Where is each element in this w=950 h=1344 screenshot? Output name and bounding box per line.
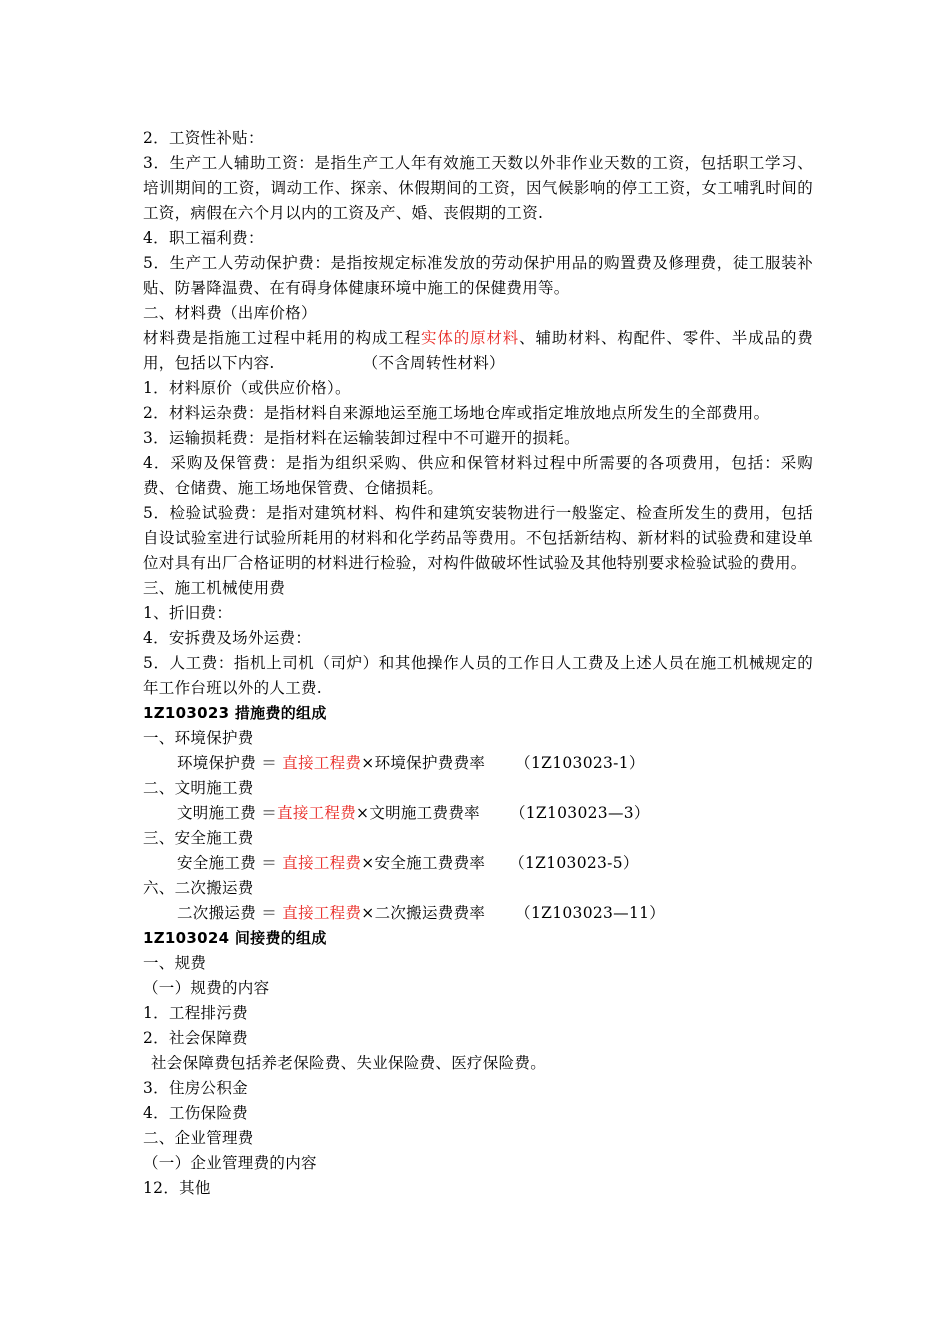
highlighted-text: 实体的原材料 bbox=[421, 329, 520, 347]
formula-lhs: 二次搬运费 ＝ bbox=[177, 904, 283, 922]
section-heading: 二、材料费（出库价格） bbox=[143, 304, 317, 322]
paragraph: 4．工伤保险费 bbox=[143, 1104, 248, 1122]
formula-rhs: ×二次搬运费费率 bbox=[361, 904, 486, 922]
paragraph: 2．材料运杂费：是指材料自来源地运至施工场地仓库或指定堆放地点所发生的全部费用。 bbox=[143, 404, 770, 422]
text-run: 材料费是指施工过程中耗用的构成工程 bbox=[143, 329, 422, 347]
text-run: 、辅助材料、构配件、零件、半成品的费用，包括以下内容. bbox=[143, 329, 813, 372]
paragraph: 4．职工福利费： bbox=[143, 229, 264, 247]
section-heading: 三、施工机械使用费 bbox=[143, 579, 286, 597]
paragraph: 社会保障费包括养老保险费、失业保险费、医疗保险费。 bbox=[151, 1054, 547, 1072]
paragraph: （一）企业管理费的内容 bbox=[143, 1154, 317, 1172]
paragraph: 5．生产工人劳动保护费：是指按规定标准发放的劳动保护用品的购置费及修理费，徒工服装补贴、防暑降温费、在有碍身体健康环境中施工的保健费用等。 bbox=[143, 254, 813, 297]
section-heading: 六、二次搬运费 bbox=[143, 879, 254, 897]
paragraph: （一）规费的内容 bbox=[143, 979, 270, 997]
note-text: （不含周转性材料） bbox=[362, 354, 505, 372]
paragraph: 3．运输损耗费：是指材料在运输装卸过程中不可避开的损耗。 bbox=[143, 429, 580, 447]
paragraph: 1、折旧费： bbox=[143, 604, 233, 622]
paragraph: 1．工程排污费 bbox=[143, 1004, 248, 1022]
paragraph: 3．住房公积金 bbox=[143, 1079, 248, 1097]
highlighted-text: 直接工程费 bbox=[277, 804, 357, 822]
formula-lhs: 环境保护费 ＝ bbox=[177, 754, 283, 772]
paragraph: 12．其他 bbox=[143, 1179, 211, 1197]
highlighted-text: 直接工程费 bbox=[282, 754, 362, 772]
highlighted-text: 直接工程费 bbox=[282, 904, 362, 922]
section-heading: 一、环境保护费 bbox=[143, 729, 254, 747]
document-body bbox=[143, 126, 813, 1201]
formula-code: （1Z103023-1） bbox=[515, 754, 645, 772]
formula-code: （1Z103023-5） bbox=[509, 854, 639, 872]
paragraph: 3．生产工人辅助工资：是指生产工人年有效施工天数以外非作业天数的工资，包括职工学习、培训期间的工资，调动工作、探亲、休假期间的工资，因气候影响的停工工资，女工哺乳时间的工资，病假在六个月以内的工资及产、婚、丧假期的工资. bbox=[143, 154, 813, 222]
formula-rhs: ×环境保护费费率 bbox=[361, 754, 486, 772]
paragraph: 2．工资性补贴： bbox=[143, 129, 264, 147]
heading: 1Z103023 措施费的组成 bbox=[143, 704, 327, 722]
formula-rhs: ×文明施工费费率 bbox=[356, 804, 480, 822]
formula-lhs: 文明施工费 ＝ bbox=[177, 804, 278, 822]
formula-code: （1Z103023—3） bbox=[509, 804, 650, 822]
paragraph: 5．人工费：指机上司机（司炉）和其他操作人员的工作日人工费及上述人员在施工机械规定的年工作台班以外的人工费. bbox=[143, 654, 813, 697]
paragraph: 2．社会保障费 bbox=[143, 1029, 248, 1047]
section-heading: 三、安全施工费 bbox=[143, 829, 254, 847]
formula-line bbox=[143, 801, 813, 826]
paragraph: 5．检验试验费：是指对建筑材料、构件和建筑安装物进行一般鉴定、检查所发生的费用，包括自设试验室进行试验所耗用的材料和化学药品等费用。不包括新结构、新材料的试验费和建设单位对具有出厂合格证明的材料进行检验，对构件做破坏性试验及其他特别要求检验试验的费用。 bbox=[143, 504, 813, 572]
highlighted-text: 直接工程费 bbox=[282, 854, 362, 872]
section-heading: 二、企业管理费 bbox=[143, 1129, 254, 1147]
formula-lhs: 安全施工费 ＝ bbox=[177, 854, 283, 872]
heading: 1Z103024 间接费的组成 bbox=[143, 929, 327, 947]
formula-line bbox=[143, 751, 813, 776]
formula-line bbox=[143, 851, 813, 876]
paragraph: 4．安拆费及场外运费： bbox=[143, 629, 312, 647]
formula-rhs: ×安全施工费费率 bbox=[361, 854, 486, 872]
paragraph: 1．材料原价（或供应价格）。 bbox=[143, 379, 351, 397]
formula-line bbox=[143, 901, 813, 926]
formula-code: （1Z103023—11） bbox=[515, 904, 666, 922]
paragraph: 4．采购及保管费：是指为组织采购、供应和保管材料过程中所需要的各项费用，包括：采购费、仓储费、施工场地保管费、仓储损耗。 bbox=[143, 454, 813, 497]
section-heading: 二、文明施工费 bbox=[143, 779, 254, 797]
paragraph bbox=[143, 326, 813, 376]
section-heading: 一、规费 bbox=[143, 954, 207, 972]
